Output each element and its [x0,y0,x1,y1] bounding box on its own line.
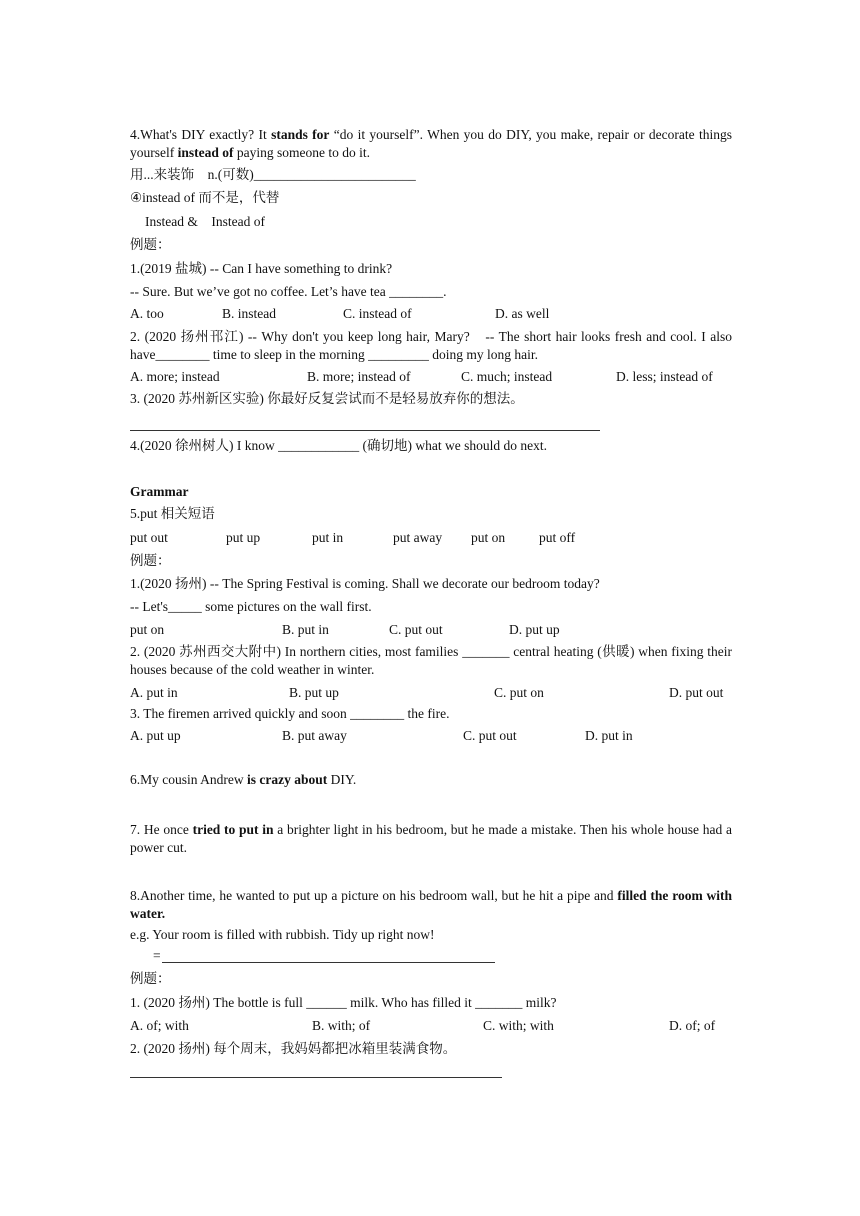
answer-line [130,1077,502,1078]
option-a: A. too [130,306,164,321]
grammar-heading: Grammar [130,484,189,499]
example-label: 例题： [130,553,171,568]
option-b: B. with; of [312,1018,371,1033]
option-d: D. of; of [669,1018,716,1033]
q8-example-1-question: 1. (2020 扬州) The bottle is full ______ milk. Who has filled it _______ milk? [130,995,557,1010]
option-d: D. put out [669,685,724,700]
instead-pair: Instead & Instead of [145,214,265,229]
grammar-example-2-question: 2. (2020 苏州西交大附中) In northern cities, most families _______ central heating (供暖) when fixing their houses because of the cold weather in winter. [130,644,732,677]
q7-sentence: 7. He once tried to put in a brighter light in his bedroom, but he made a mistake. Then his whole house had a power cut. [130,822,732,855]
grammar-example-1-answer: -- Let's_____ some pictures on the wall first. [130,599,372,614]
instead-of-note: ④instead of 而不是，代替 [130,190,280,205]
option-c: C. much; instead [461,369,553,384]
q4-example-1-question: 1.(2019 盐城) -- Can I have something to drink? [130,261,393,276]
phrase: put up [226,530,261,545]
q4-example-3-question: 3. (2020 苏州新区实验) 你最好反复尝试而不是轻易放弃你的想法。 [130,391,524,406]
q4-example-2-question: 2. (2020 扬州邗江) -- Why don't you keep long hair, Mary? -- The short hair looks fresh and cool. I also have________ time to sleep in the morning _________ doing my long hair. [130,329,732,362]
answer-line [162,962,495,963]
q6-sentence: 6.My cousin Andrew is crazy about DIY. [130,772,357,787]
option-a: A. put in [130,685,178,700]
option-c: C. put out [463,728,517,743]
option-b: B. more; instead of [307,369,411,384]
option-b: B. put up [289,685,339,700]
option-a: A. of; with [130,1018,189,1033]
q8-sentence: 8.Another time, he wanted to put up a picture on his bedroom wall, but he hit a pipe and filled the room with water. [130,888,733,921]
option-c: C. put on [494,685,544,700]
example-label: 例题： [130,237,171,252]
grammar-example-3-question: 3. The firemen arrived quickly and soon ________ the fire. [130,706,450,721]
decorate-vocab-line: 用...来装饰 n.(可数)________________________ [130,167,416,182]
option-d: D. less; instead of [616,369,713,384]
q4-paragraph: 4.What's DIY exactly? It stands for “do it yourself”. When you do DIY, you make, repair or decorate things yourself instead of paying someone to do it. [130,127,732,160]
option-b: B. instead [222,306,276,321]
option-c: C. put out [389,622,443,637]
phrase: put away [393,530,443,545]
q4-example-1-answer: -- Sure. But we’ve got no coffee. Let’s have tea ________. [130,284,447,299]
option-d: D. put up [509,622,560,637]
q5-title: 5.put 相关短语 [130,506,215,521]
phrase: put off [539,530,576,545]
option-b: B. put in [282,622,329,637]
option-d: D. as well [495,306,550,321]
option-d: D. put in [585,728,633,743]
q8-example-sentence: e.g. Your room is filled with rubbish. Tidy up right now! [130,927,435,942]
option-c: C. with; with [483,1018,554,1033]
phrase: put out [130,530,168,545]
option-a: A. put up [130,728,181,743]
option-a: A. more; instead [130,369,220,384]
phrase: put in [312,530,344,545]
option-b: B. put away [282,728,347,743]
q8-example-2-question: 2. (2020 扬州) 每个周末，我妈妈都把冰箱里装满食物。 [130,1041,457,1056]
q4-example-4-question: 4.(2020 徐州树人) I know ____________ (确切地) what we should do next. [130,438,547,453]
phrase: put on [471,530,506,545]
answer-line [130,430,600,431]
equals-sign: = [153,948,161,963]
option-a: put on [130,622,165,637]
grammar-example-1-question: 1.(2020 扬州) -- The Spring Festival is coming. Shall we decorate our bedroom today? [130,576,600,591]
option-c: C. instead of [343,306,412,321]
example-label: 例题： [130,971,171,986]
